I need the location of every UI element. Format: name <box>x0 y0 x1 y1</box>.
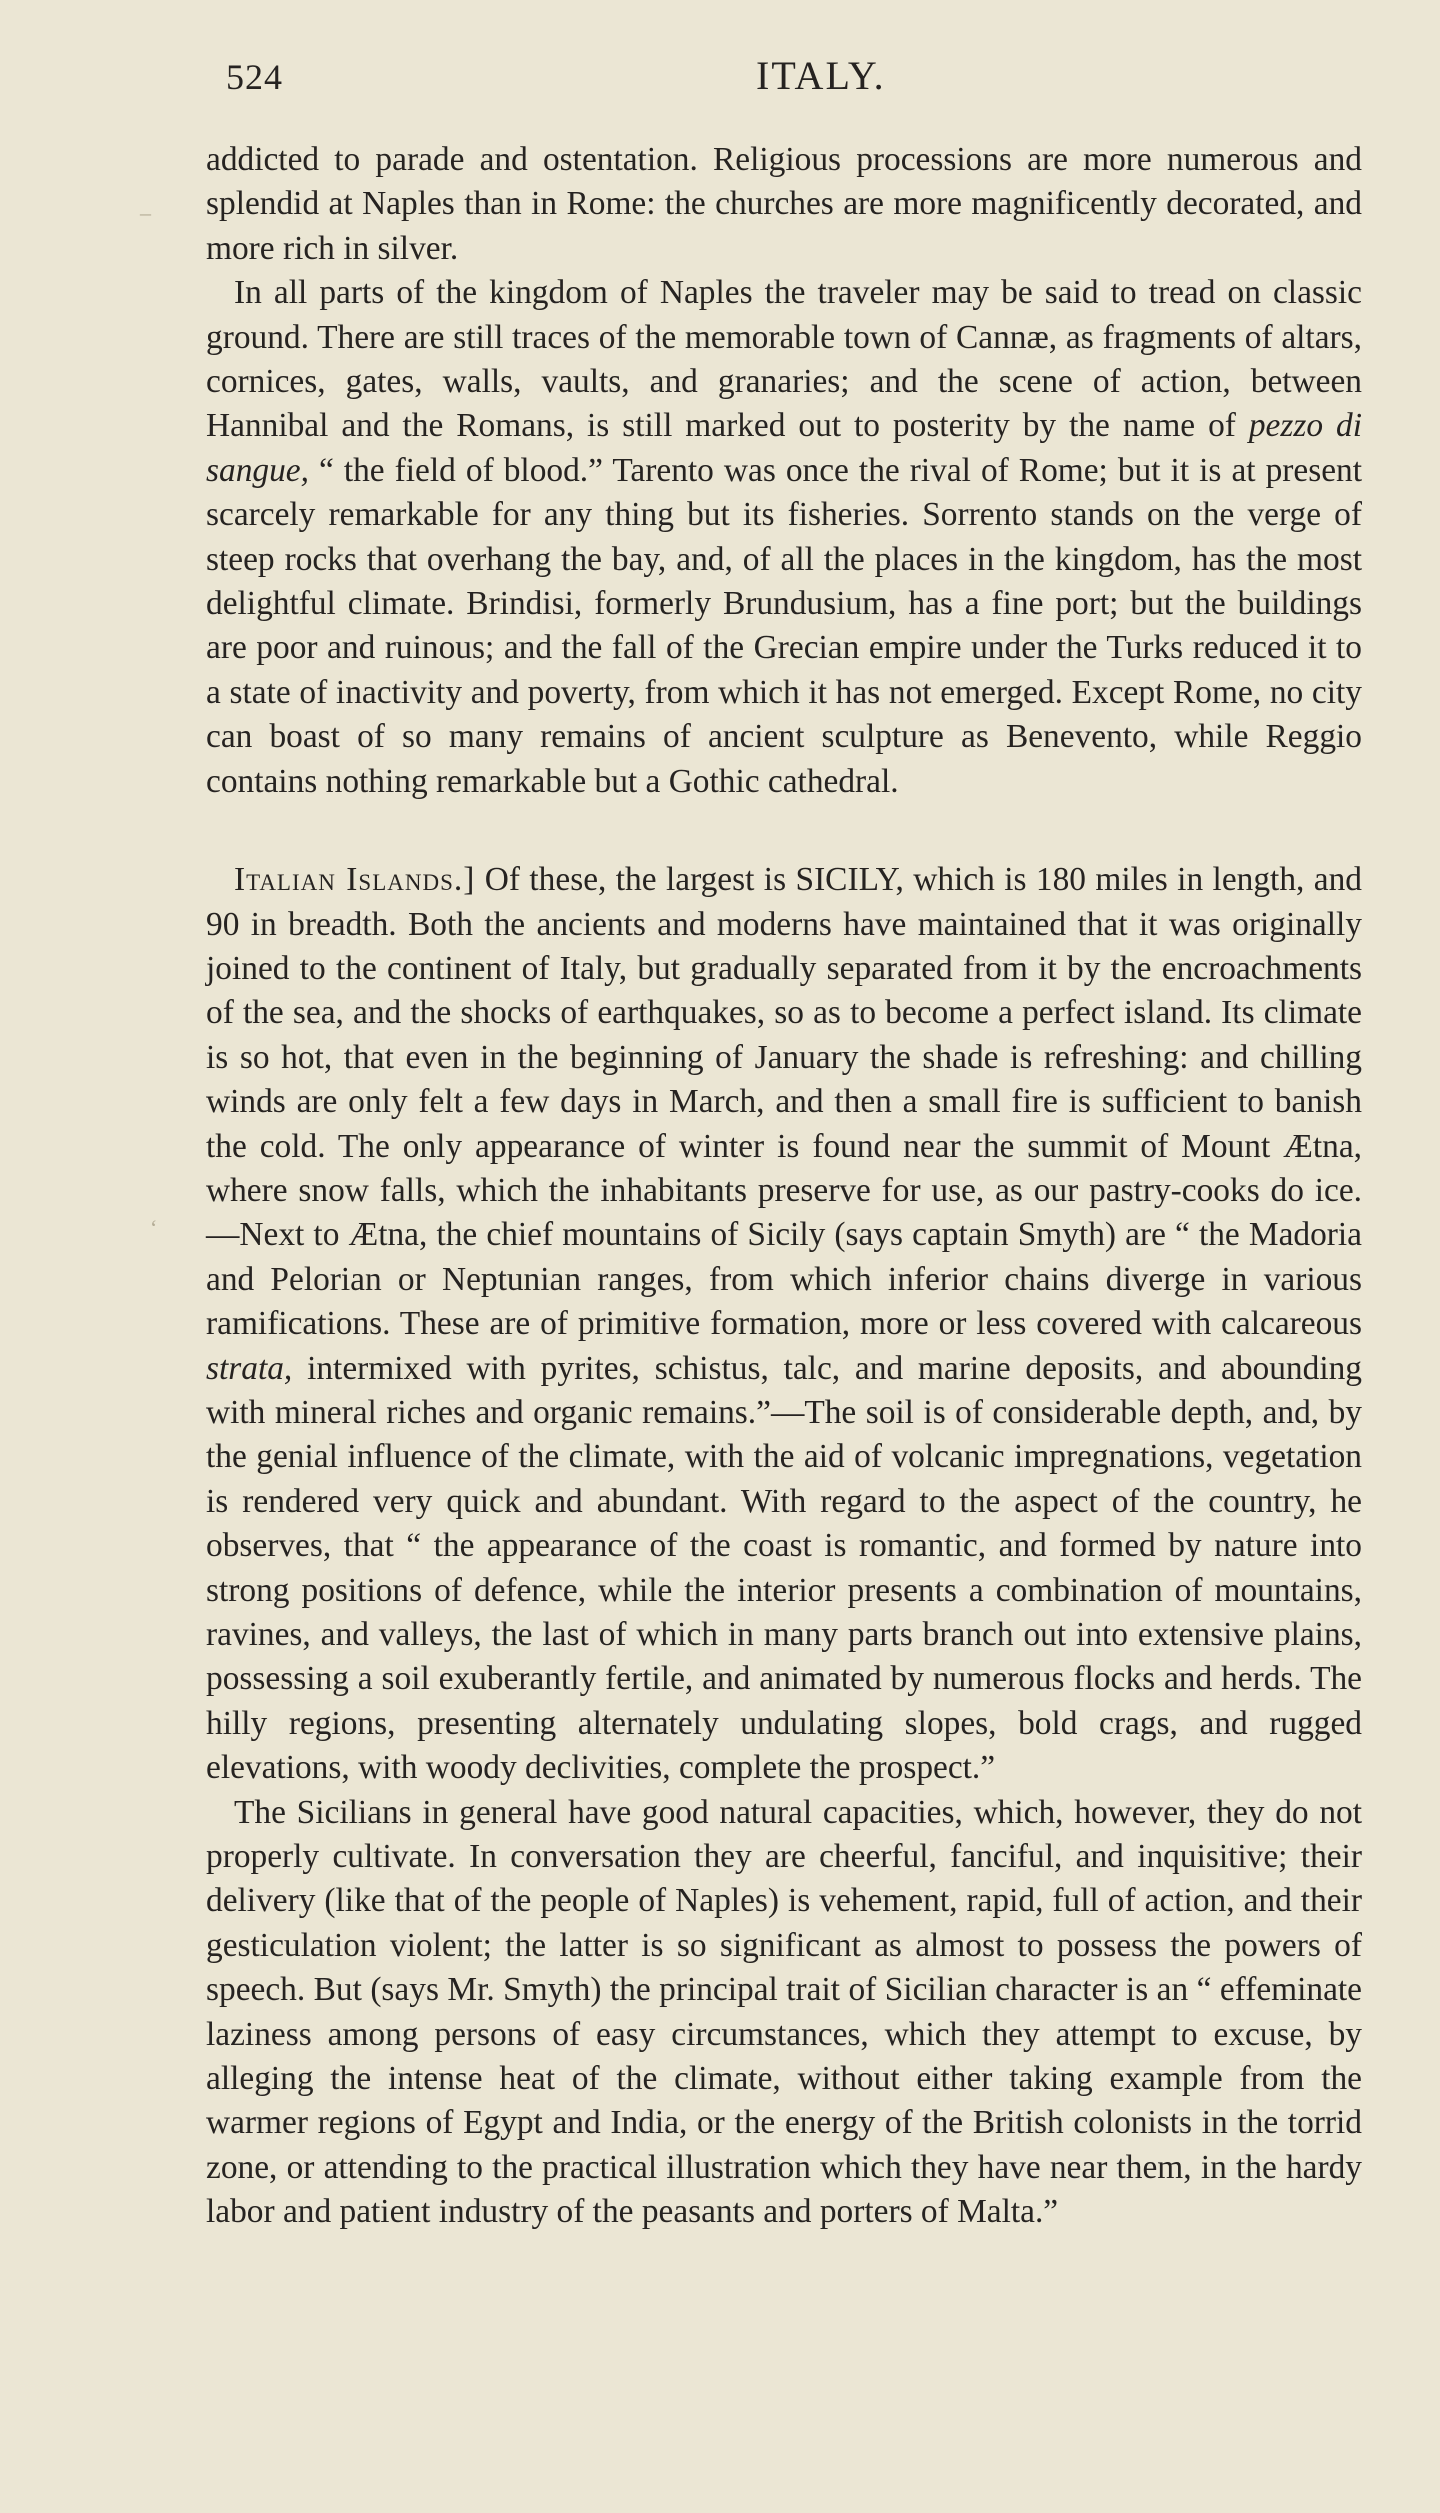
margin-tick: ‘ <box>150 1215 158 1240</box>
italic-word: strata, <box>206 1349 293 1387</box>
paragraph-text: intermixed with pyrites, schistus, talc, and marine deposits, and abounding with mineral riches and organic remains.”—The soil is of considerable depth, and, by the genial influence of the climate, with the aid of volcanic impregnations, vegetation is rendered very quick and abundant. With regard to the aspect of the country, he observes, that “ the appearance of the coast is romantic, and formed by nature into strong positions of defence, while the interior presents a combination of mountains, ravines, and valleys, the last of which in many parts branch out into extensive plains, possessing a soil exuberantly fertile, and animated by numerous flocks and herds. The hilly regions, presenting alternately undulating slopes, bold crags, and rugged elevations, with woody declivities, complete the prospect.” <box>206 1349 1362 1787</box>
section-gap <box>206 804 1362 858</box>
section-heading: Italian Islands.] <box>234 861 476 899</box>
paragraph-naples-kingdom <box>206 271 1362 804</box>
page-number: 524 <box>226 57 283 97</box>
paragraph-naples-religion: addicted to parade and ostentation. Religious processions are more numerous and splendid at Naples than in Rome: the churches are more magnificently decorated, and more rich in silver. <box>206 141 1362 267</box>
paragraph-text: Of these, the largest is SICILY, which is 180 miles in length, and 90 in breadth. Both the ancients and moderns have maintained that it was originally joined to the continent of Italy, but gradually separated from it by the encroachments of the sea, and the shocks of earthquakes, so as to become a perfect island. Its climate is so hot, that even in the beginning of January the shade is refreshing: and chilling winds are only felt a few days in March, and then a small fire is sufficient to banish the cold. The only appearance of winter is found near the summit of Mount Ætna, where snow falls, which the inhabitants preserve for use, as our pastry-cooks do ice.—Next to Ætna, the chief mountains of Sicily (says captain Smyth) are “ the Madoria and Pelorian or Neptunian ranges, from which inferior chains diverge in various ramifications. These are of primitive formation, more or less covered with calcareous <box>206 861 1362 1343</box>
italic-phrase: pezzo di sangue, <box>206 407 1362 489</box>
paragraph-italian-islands <box>206 858 1362 1791</box>
running-head <box>206 50 1362 110</box>
paragraph-sicilians: The Sicilians in general have good natural capacities, which, however, they do not properly cultivate. In conversation they are cheerful, fanciful, and inquisitive; their delivery (like that of the people of Naples) is vehement, rapid, full of action, and their gesticulation violent; the latter is so significant as almost to possess the powers of speech. But (says Mr. Smyth) the principal trait of Sicilian character is an “ effeminate laziness among persons of easy circumstances, which they attempt to excuse, by alleging the intense heat of the climate, without either taking example from the warmer regions of Egypt and India, or the energy of the British colonists in the torrid zone, or attending to the practical illustration which they have near them, in the hardy labor and patient industry of the peasants and porters of Malta.” <box>206 1793 1362 2231</box>
margin-dash: – <box>140 200 151 225</box>
paragraph-text: “ the field of blood.” Tarento was once the rival of Rome; but it is at present scarcely remarkable for any thing but its fisheries. Sorrento stands on the verge of steep rocks that overhang the bay, and, of all the places in the kingdom, has the most delightful climate. Brindisi, formerly Brundusium, has a fine port; but the buildings are poor and ruinous; and the fall of the Grecian empire under the Turks reduced it to a state of inactivity and poverty, from which it has not emerged. Except Rome, no city can boast of so many remains of ancient sculpture as Benevento, while Reggio contains nothing remarkable but a Gothic cathedral. <box>206 451 1362 800</box>
paragraph-text: In all parts of the kingdom of Naples the traveler may be said to tread on classic ground. There are still traces of the memorable town of Cannæ, as fragments of altars, cornices, gates, walls, vaults, and granaries; and the scene of action, between Hannibal and the Romans, is still marked out to posterity by the name of <box>206 274 1362 445</box>
body-text <box>206 138 1362 2235</box>
running-title: ITALY. <box>756 53 886 98</box>
